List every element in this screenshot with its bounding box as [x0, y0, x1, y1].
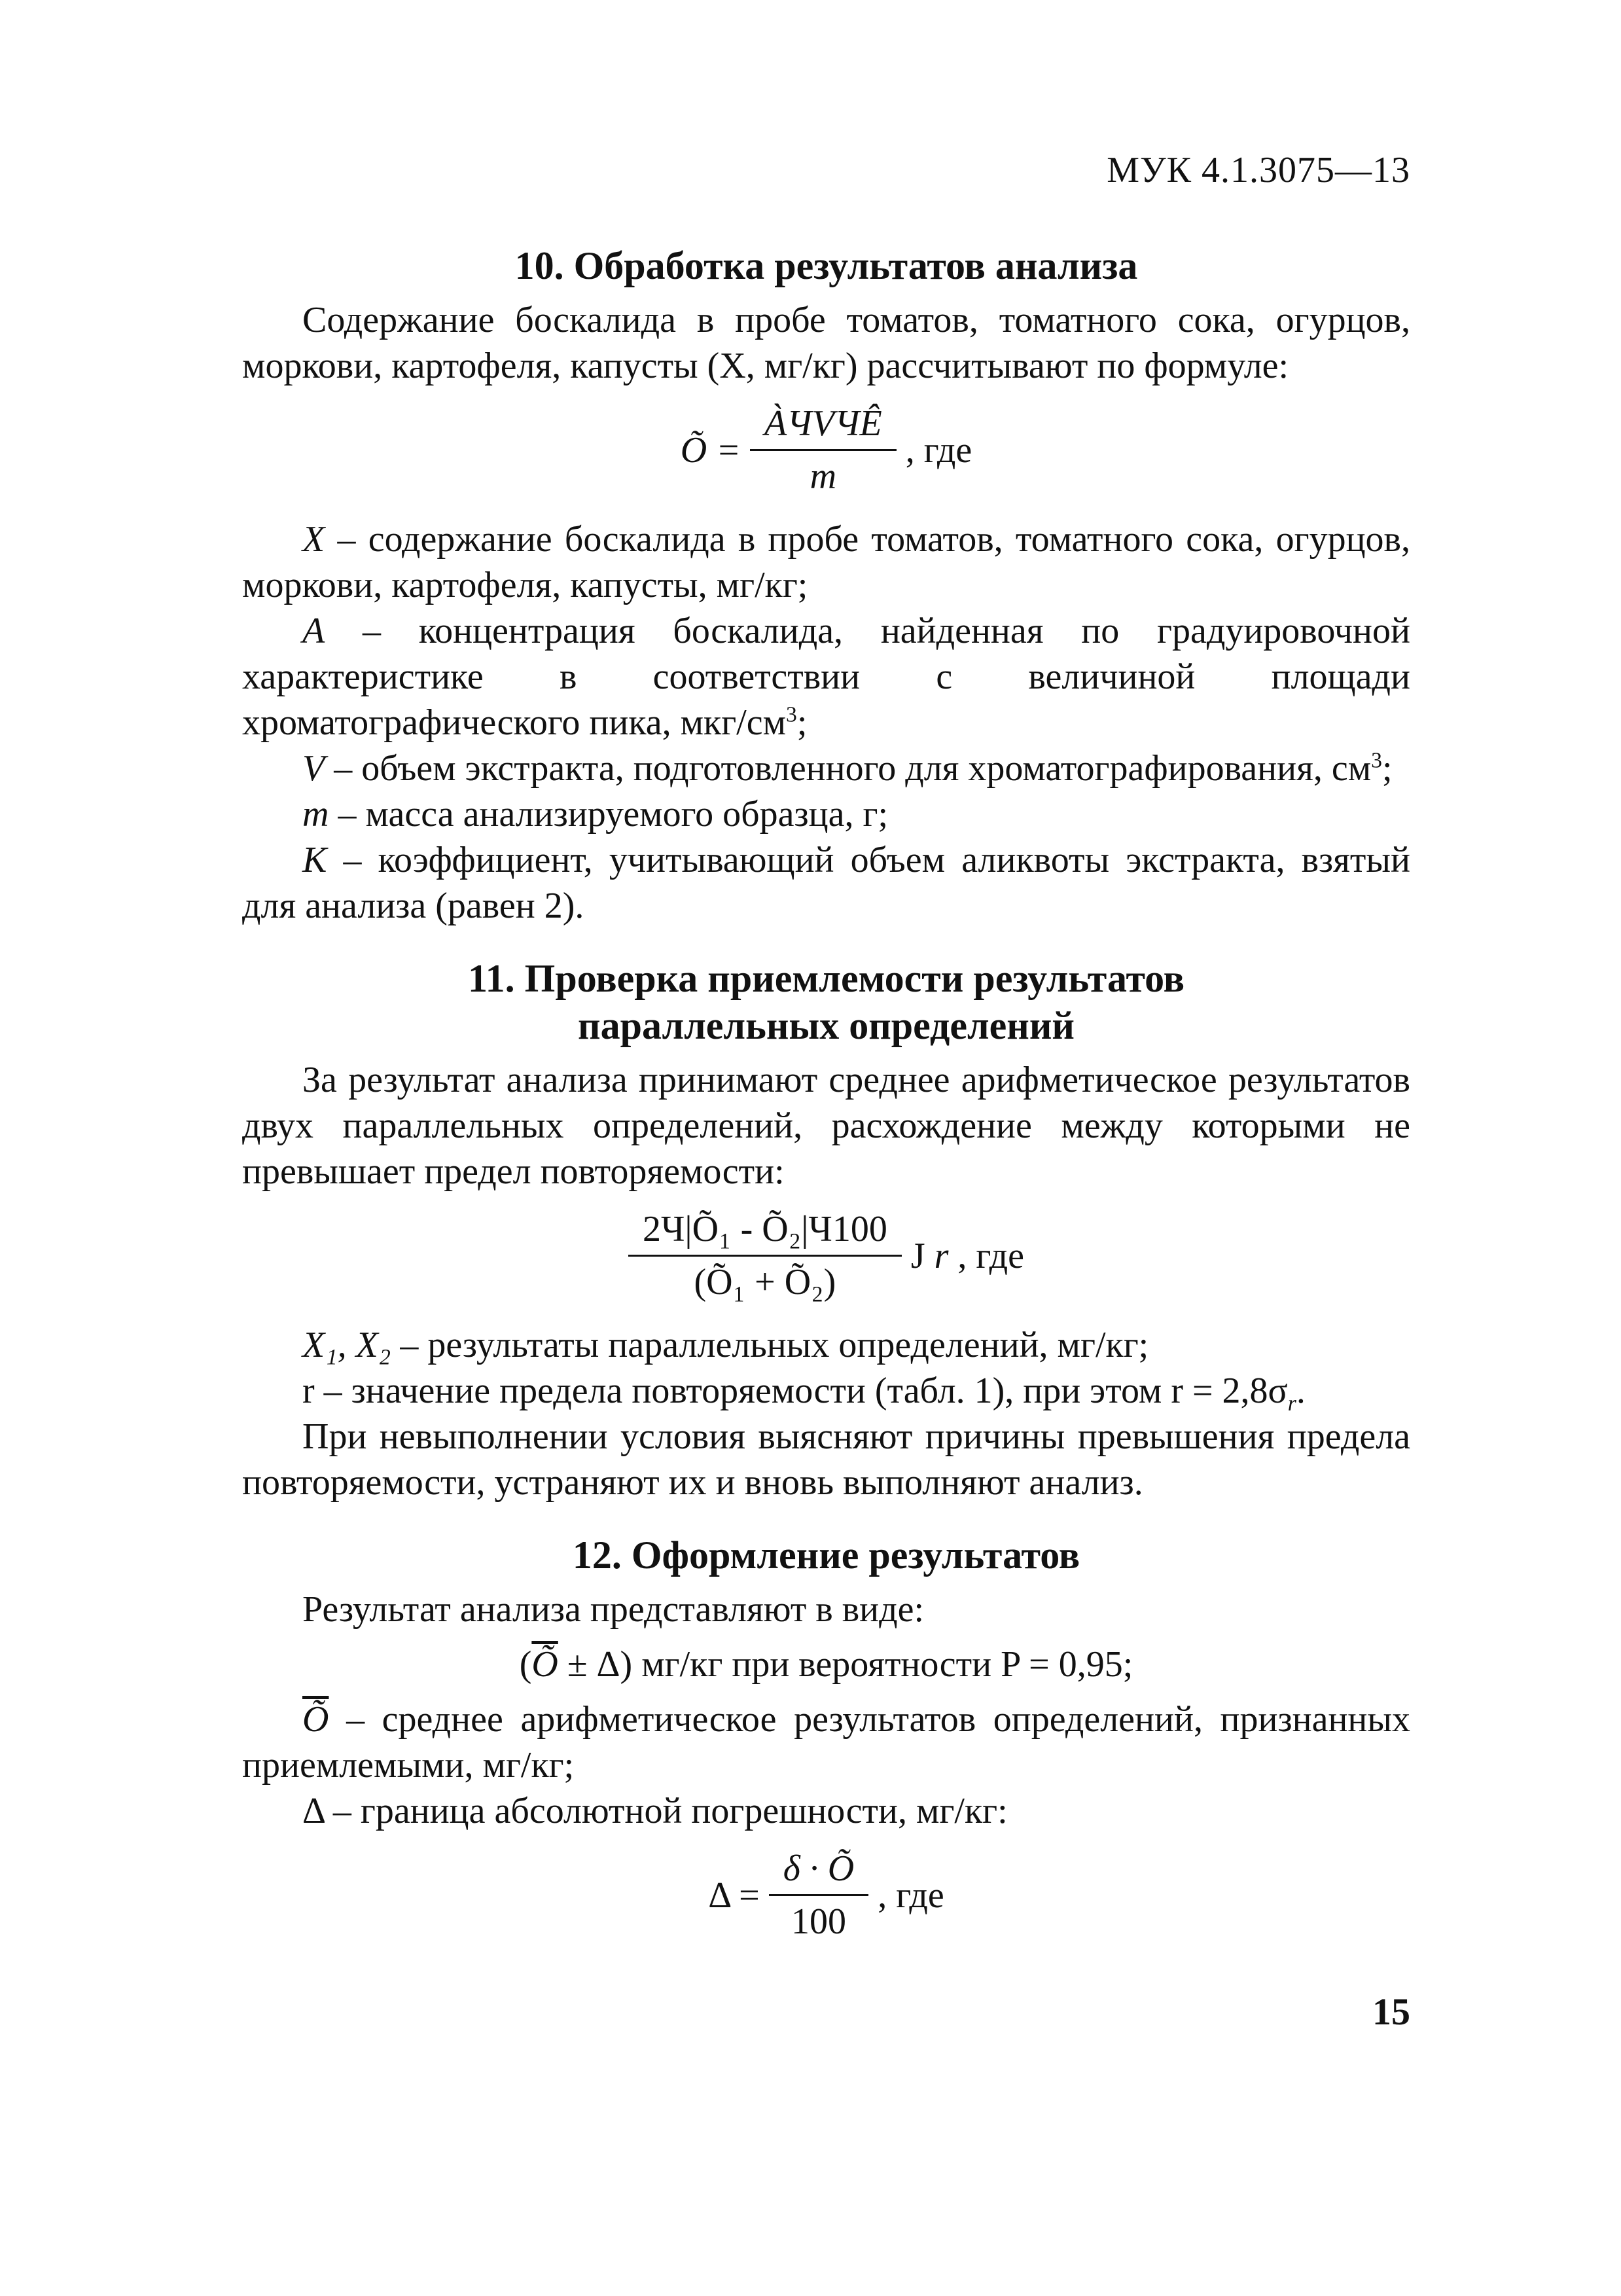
definition-a: A – концентрация боскалида, найденная по градуировочной характеристике в соответствии с величиной площади хроматографического пика, мкг/$см^3$;: [242, 611, 1410, 743]
section-12-title: 12. Оформление результатов: [572, 1534, 1080, 1577]
definition-v: V – объем экстракта, подготовленного для хроматографирования, $см^3$;: [302, 748, 1393, 789]
delta-denominator: 100: [791, 1901, 846, 1942]
content-formula: [242, 401, 1410, 499]
section-10-title: 10. Обработка результатов анализа: [514, 244, 1138, 287]
section-11-title: [242, 955, 1410, 1049]
definition-k: K – коэффициент, учитывающий объем аликвоты экстракта, взятый для анализа (равен 2).: [242, 840, 1410, 926]
delta-suffix: , где: [878, 1874, 944, 1916]
section-11-title-line2: параллельных определений: [578, 1004, 1075, 1047]
section-11-title-line1: 11. Проверка приемлемости результатов: [467, 957, 1185, 1000]
formula-numerator: ÀЧVЧÊ: [750, 401, 897, 451]
formula-fraction: [750, 401, 897, 499]
repeatability-formula: [242, 1206, 1410, 1305]
definition-r: r – значение предела повторяемости (табл. 1), при этом $r = 2,8\sigma_r$.: [302, 1371, 1306, 1416]
definition-delta: Δ – граница абсолютной погрешности, мг/кг:: [302, 1791, 1008, 1831]
repeatability-rhs: r: [934, 1235, 949, 1276]
repeatability-suffix: , где: [957, 1235, 1024, 1276]
definition-mean: $\overline{Õ}$ – среднее арифметическое результатов определений, признанных приемлемыми, мг/кг;: [242, 1699, 1410, 1785]
section-12-intro: Результат анализа представляют в виде:: [302, 1589, 925, 1630]
result-formula: [242, 1641, 1410, 1687]
page-number: 15: [1372, 1990, 1410, 2033]
repeatability-denominator: (Õ₁ + Õ₂): [694, 1262, 836, 1302]
definition-m: m – масса анализируемого образца, г;: [302, 794, 888, 834]
formula-suffix: , где: [905, 429, 972, 471]
delta-lhs: Δ =: [708, 1874, 760, 1916]
delta-numerator: δ · Õ: [769, 1846, 868, 1896]
formula-denominator: m: [810, 456, 837, 497]
delta-formula: [242, 1846, 1410, 1945]
repeatability-fraction: [628, 1206, 902, 1305]
repeatability-numerator: 2Ч|Õ₁ - Õ₂|Ч100: [628, 1206, 902, 1257]
section-11-intro: За результат анализа принимают среднее арифметическое результатов двух параллельных определений, расхождение между которыми не превышает предел повторяемости:: [242, 1060, 1410, 1192]
result-formula-text: $(\overline{Õ} \pm \Delta)$ мг/кг при вероятности P = 0,95;: [519, 1644, 1133, 1685]
page-content: [242, 236, 1410, 1962]
section-10-intro: Содержание боскалида в пробе томатов, томатного сока, огурцов, моркови, картофеля, капусты (X, мг/кг) рассчитывают по формуле:: [242, 300, 1410, 386]
delta-fraction: [769, 1846, 868, 1945]
definition-x: X – содержание боскалида в пробе томатов, томатного сока, огурцов, моркови, картофеля, капусты, мг/кг;: [242, 519, 1410, 605]
definition-x1-x2: X₁, X₂ – результаты параллельных определений, мг/кг;: [302, 1325, 1149, 1365]
repeatability-relation: J: [910, 1235, 925, 1276]
formula-lhs: Õ =: [680, 429, 741, 471]
document-code-header: МУК 4.1.3075—13: [1107, 150, 1410, 190]
section-11-note: При невыполнении условия выясняют причины превышения предела повторяемости, устраняют их и вновь выполняют анализ.: [242, 1416, 1410, 1503]
